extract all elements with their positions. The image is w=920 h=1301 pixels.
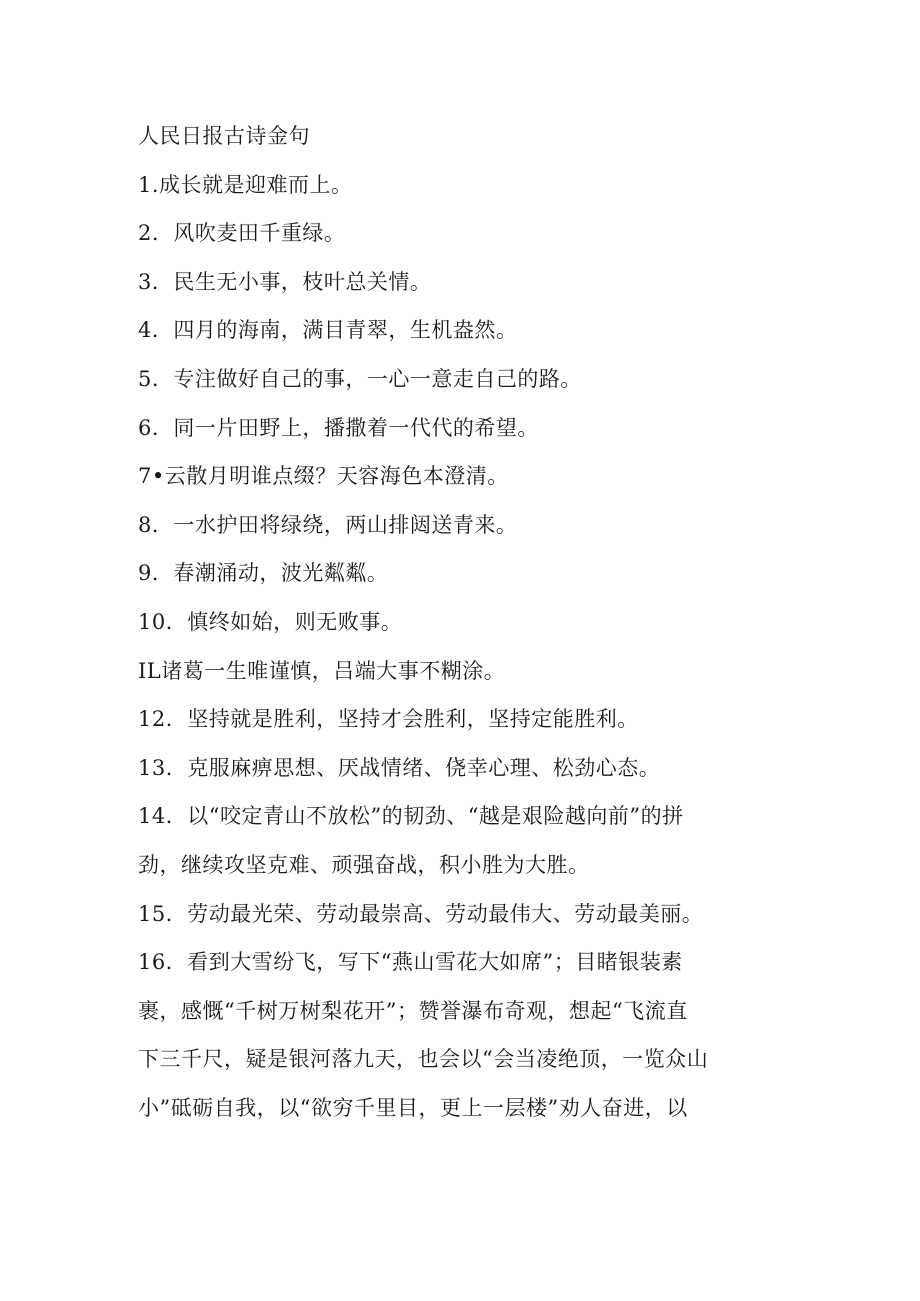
text-line-20: 小”砥砺自我，以“欲穷千里目，更上一层楼”劝人奋进，以: [138, 1095, 688, 1120]
text-line-15: 劲，继续攻坚克难、顽强奋战，积小胜为大胜。: [138, 852, 590, 877]
text-line-17: 16．看到大雪纷飞，写下“燕山雪花大如席”；目睹银装素: [138, 950, 683, 975]
text-line-13: 13．克服麻痹思想、厌战情绪、侥幸心理、松劲心态。: [138, 755, 661, 780]
text-line-14: 14．以“咬定青山不放松”的韧劲、“越是艰险越向前”的拼: [138, 804, 684, 829]
text-line-7: 7•云散月明谁点缀？天容海色本澄清。: [138, 464, 509, 489]
text-line-8: 8．一水护田将绿绕，两山排闼送青来。: [138, 512, 518, 537]
document-body: [138, 112, 778, 1132]
text-line-19: 下三千尺，疑是银河落九天，也会以“会当凌绝顶，一览众山: [138, 1047, 709, 1072]
text-line-4: 4．四月的海南，满目青翠，生机盎然。: [138, 318, 518, 343]
text-line-3: 3．民生无小事，枝叶总关情。: [138, 269, 432, 294]
text-line-12: 12．坚持就是胜利，坚持才会胜利，坚持定能胜利。: [138, 707, 639, 732]
text-line-5: 5．专注做好自己的事，一心一意走自己的路。: [138, 366, 582, 391]
text-line-9: 9．春潮涌动，波光粼粼。: [138, 561, 389, 586]
text-line-18: 裹，感慨“千树万树梨花开”；赞誉瀑布奇观，想起“飞流直: [138, 998, 688, 1023]
text-line-6: 6．同一片田野上，播撒着一代代的希望。: [138, 415, 539, 440]
text-line-11: IL诸葛一生唯谨慎，吕端大事不糊涂。: [138, 658, 506, 683]
text-line-2: 2．风吹麦田千重绿。: [138, 221, 346, 246]
text-line-16: 15．劳动最光荣、劳动最崇高、劳动最伟大、劳动最美丽。: [138, 901, 704, 926]
text-line-1: 1.成长就是迎难而上。: [138, 172, 353, 197]
text-line-10: 10．慎终如始，则无败事。: [138, 609, 403, 634]
document-title: 人民日报古诗金句: [138, 124, 310, 148]
